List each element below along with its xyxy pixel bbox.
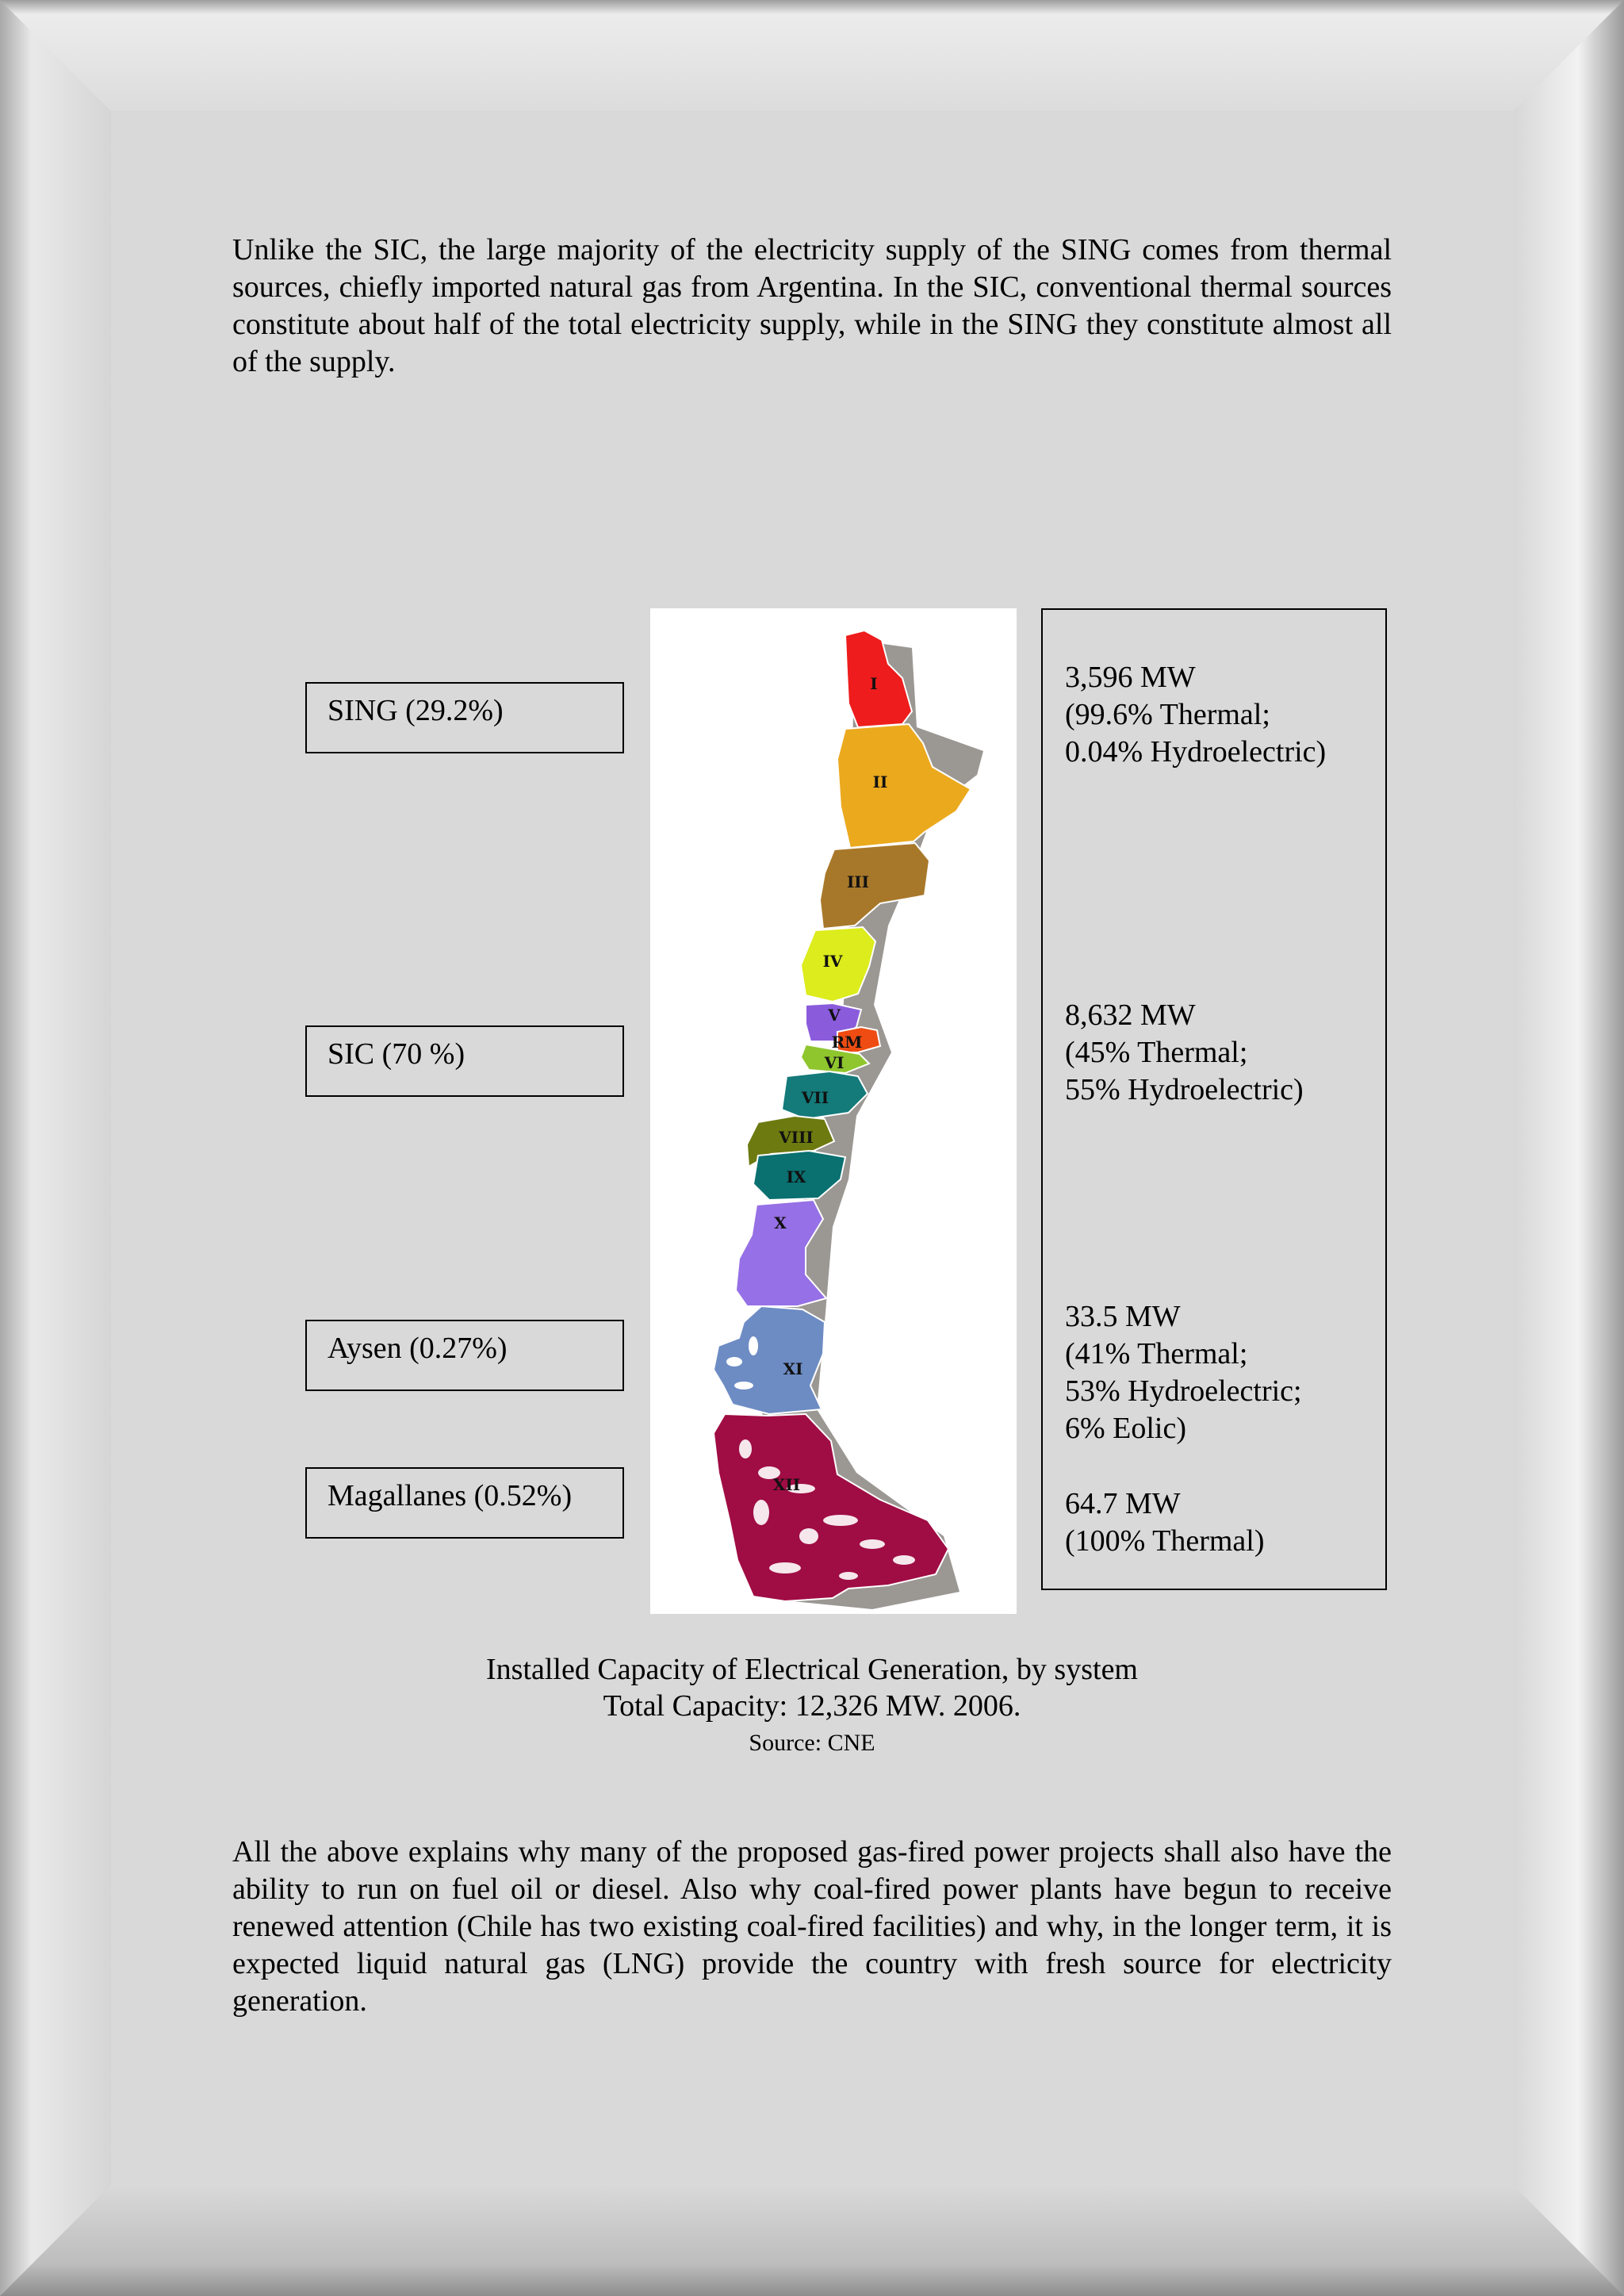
region-label-IV: IV <box>822 952 843 971</box>
aysen-label-box <box>305 1320 624 1391</box>
aysen-label: Aysen (0.27%) <box>327 1332 508 1365</box>
magallanes-capacity-mw: 64.7 MW <box>1065 1487 1181 1520</box>
frame-bevel-top <box>0 0 1624 111</box>
sing-capacity <box>1065 659 1326 771</box>
region-label-II: II <box>872 772 888 792</box>
sic-label: SIC (70 %) <box>327 1037 465 1071</box>
region-label-VI: VI <box>824 1053 845 1072</box>
closing-paragraph: All the above explains why many of the proposed gas-fired power projects shall also have the ability to run on fuel oil or diesel. Also why coal-fired power plants have begun to receive renewed attention (Chile has two existing coal-fired facilities) and why, in the longer term, it is expected liquid natural gas (LNG) provide the country with fresh source for electricity generation. <box>232 1835 1392 2018</box>
region-I <box>845 631 912 727</box>
magallanes-label-box <box>305 1467 624 1539</box>
magallanes-label: Magallanes (0.52%) <box>327 1479 573 1512</box>
sic-capacity-mw: 8,632 MW <box>1065 999 1196 1032</box>
aysen-eolic-share: 6% Eolic) <box>1065 1412 1187 1445</box>
capacity-info-box <box>1041 608 1387 1590</box>
intro-paragraph: Unlike the SIC, the large majority of the electricity supply of the SING comes from thermal sources, chiefly imported natural gas from Argentina. In the SIC, conventional thermal sources constitute about half of the total electricity supply, while in the SING they constitute almost all of the supply. <box>232 233 1392 378</box>
magallanes-thermal-share: (100% Thermal) <box>1065 1524 1265 1558</box>
sing-label-box <box>305 682 624 753</box>
figure-caption-source: Source: CNE <box>749 1730 875 1756</box>
region-label-VIII: VIII <box>779 1128 814 1147</box>
sic-label-box <box>305 1025 624 1097</box>
aysen-capacity <box>1065 1298 1302 1447</box>
aysen-capacity-mw: 33.5 MW <box>1065 1300 1181 1333</box>
map-svg <box>650 608 1017 1614</box>
sic-thermal-share: (45% Thermal; <box>1065 1036 1248 1069</box>
region-label-X: X <box>774 1213 787 1232</box>
region-label-RM: RM <box>831 1033 863 1052</box>
region-label-XI: XI <box>783 1359 803 1378</box>
sing-label: SING (29.2%) <box>327 694 504 727</box>
aysen-thermal-share: (41% Thermal; <box>1065 1337 1248 1370</box>
sic-capacity <box>1065 997 1304 1109</box>
region-label-III: III <box>846 872 870 891</box>
chile-regions-map <box>650 608 1017 1614</box>
region-label-IX: IX <box>786 1167 806 1186</box>
region-label-I: I <box>870 674 878 693</box>
sing-thermal-share: (99.6% Thermal; <box>1065 698 1270 731</box>
aysen-hydro-share: 53% Hydroelectric; <box>1065 1374 1302 1408</box>
sing-hydro-share: 0.04% Hydroelectric) <box>1065 735 1327 769</box>
figure-caption-title: Installed Capacity of Electrical Generation, by system <box>486 1653 1138 1686</box>
region-label-V: V <box>828 1006 841 1025</box>
magallanes-capacity <box>1065 1485 1265 1560</box>
figure-caption-total: Total Capacity: 12,326 MW. 2006. <box>603 1689 1021 1723</box>
region-label-XII: XII <box>772 1475 801 1494</box>
sing-capacity-mw: 3,596 MW <box>1065 661 1196 694</box>
sic-hydro-share: 55% Hydroelectric) <box>1065 1073 1304 1106</box>
frame-bevel-bottom <box>0 2185 1624 2296</box>
region-label-VII: VII <box>801 1088 829 1107</box>
